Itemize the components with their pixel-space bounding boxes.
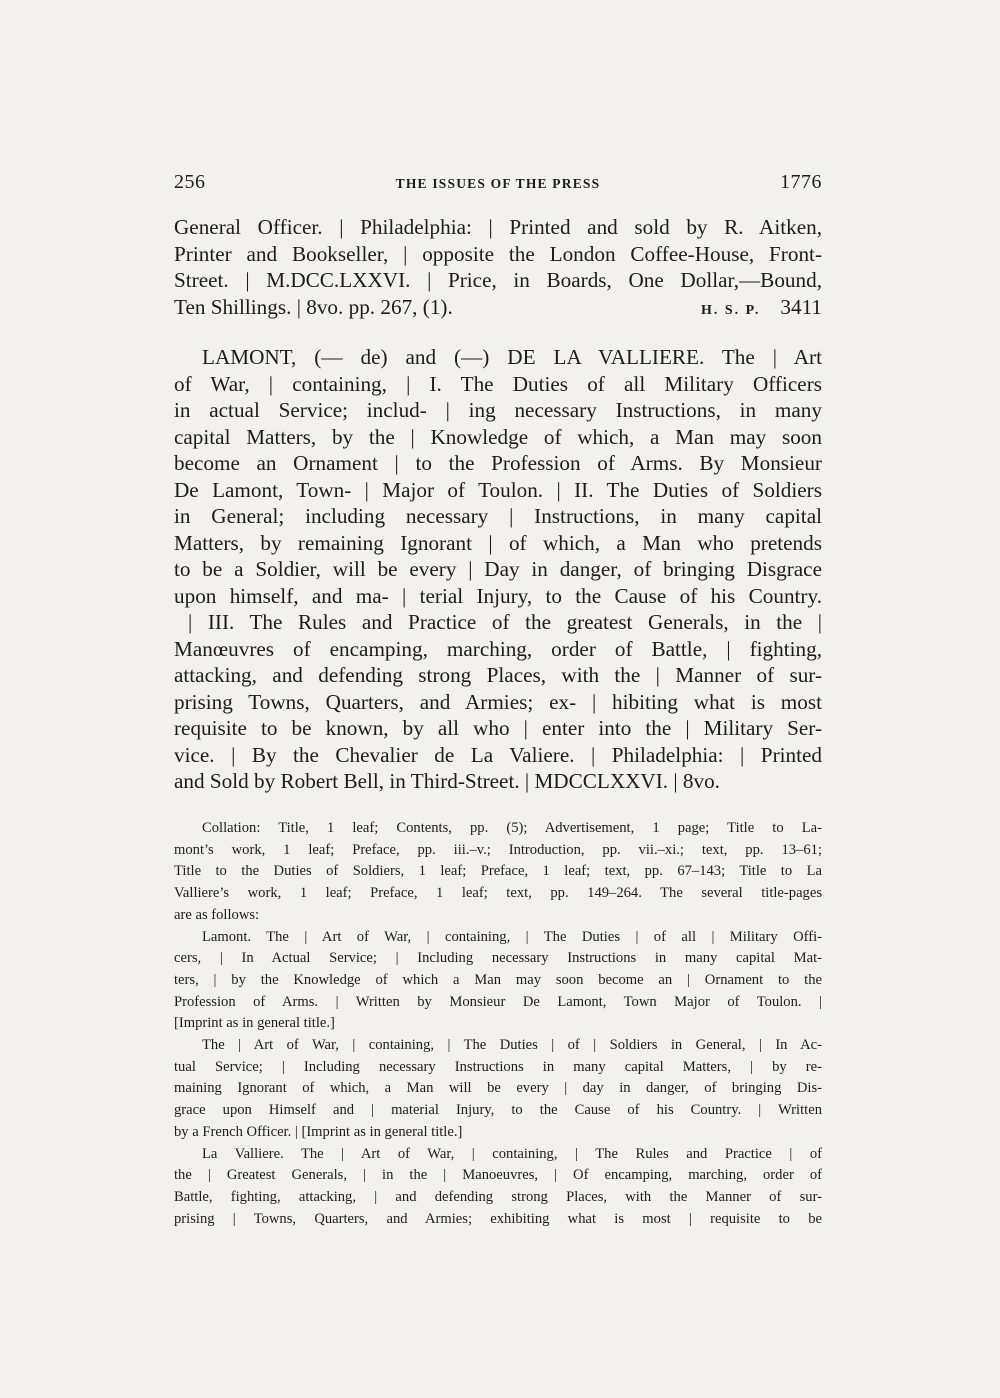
entry-number: 3411 (780, 294, 822, 319)
text-line: Ten Shillings. | 8vo. pp. 267, (1). (174, 294, 453, 319)
header-year: 1776 (780, 171, 822, 193)
entry-reference (701, 294, 822, 325)
text-line: upon himself, and ma- | terial Injury, to the Cause of his Country. (174, 583, 822, 608)
note-line: prising | Towns, Quarters, and Armies; exhibiting what is most | requisite to be (174, 1210, 822, 1227)
note-line: are as follows: (174, 906, 260, 923)
collation-notes (174, 818, 822, 1230)
text-line: Printer and Bookseller, | opposite the London Coffee-House, Front- (174, 241, 822, 266)
note-line: grace upon Himself and | material Injury, to the Cause of his Country. | Written (174, 1102, 822, 1119)
text-line: in General; including necessary | Instructions, in many capital (174, 504, 822, 528)
note-line: the | Greatest Generals, | in the | Manoeuvres, | Of encamping, marching, order of (174, 1167, 822, 1184)
text-line: capital Matters, by the | Knowledge of which, a Man may soon (174, 424, 822, 449)
text-line: attacking, and defending strong Places, with the | Manner of sur- (174, 663, 822, 687)
note-line: Profession of Arms. | Written by Monsieur De Lamont, Town Major of Toulon. | (174, 993, 822, 1010)
note-line: cers, | In Actual Service; | Including necessary Instructions in many capital Mat- (174, 950, 822, 967)
note-line: ters, | by the Knowledge of which a Man may soon become an | Ornament to the (174, 971, 822, 988)
page-header (174, 171, 822, 201)
text-line: of War, | containing, | I. The Duties of all Military Officers (174, 371, 822, 396)
text-line: vice. | By the Chevalier de La Valiere. | Philadelphia: | Printed (174, 742, 822, 767)
text-line: Manœuvres of encamping, marching, order of Battle, | fighting, (174, 636, 822, 661)
note-line: Battle, fighting, attacking, | and defending strong Places, with the Manner of sur- (174, 1188, 822, 1205)
page-number: 256 (174, 171, 206, 193)
note-line: La Valliere. The | Art of War, | containing, | The Rules and Practice | of (202, 1145, 822, 1162)
note-line: Valliere’s work, 1 leaf; Preface, 1 leaf; text, pp. 149–264. The several title-pages (174, 885, 822, 902)
text-line: De Lamont, Town- | Major of Toulon. | II. The Duties of Soldiers (174, 477, 822, 502)
text-line: | III. The Rules and Practice of the greatest Generals, in the | (188, 610, 822, 634)
note-line: [Imprint as in general title.] (174, 1015, 335, 1032)
text-line: requisite to be known, by all who | enter into the | Military Ser- (174, 716, 822, 740)
text-line: Matters, by remaining Ignorant | of which, a Man who pretends (174, 530, 822, 555)
text-line: to be a Soldier, will be every | Day in danger, of bringing Disgrace (174, 557, 822, 581)
text-line: become an Ornament | to the Profession of Arms. By Monsieur (174, 451, 822, 475)
text-line: Street. | M.DCC.LXXVI. | Price, in Boards, One Dollar,—Bound, (174, 268, 822, 292)
note-line: The | Art of War, | containing, | The Duties | of | Soldiers in General, | In Ac- (202, 1037, 822, 1054)
note-line: tual Service; | Including necessary Instructions in many capital Matters, | by re- (174, 1058, 822, 1075)
note-line: Lamont. The | Art of War, | containing, | The Duties | of all | Military Offi- (202, 928, 822, 945)
note-line: by a French Officer. | [Imprint as in general title.] (174, 1123, 463, 1140)
note-line: mont’s work, 1 leaf; Preface, pp. iii.–v.; Introduction, pp. vii.–xi.; text, pp. 13–61; (174, 841, 822, 858)
text-line: in actual Service; includ- | ing necessary Instructions, in many (174, 398, 822, 422)
text-line: LAMONT, (— de) and (—) DE LA VALLIERE. The | Art (202, 345, 822, 369)
note-line: Title to the Duties of Soldiers, 1 leaf; Preface, 1 leaf; text, pp. 67–143; Title to La (174, 863, 822, 880)
running-title: THE ISSUES OF THE PRESS (395, 176, 601, 191)
text-line: and Sold by Robert Bell, in Third-Street. | MDCCLXXVI. | 8vo. (174, 769, 720, 793)
note-line: maining Ignorant of which, a Man will be every | day in danger, of bringing Dis- (174, 1080, 822, 1097)
holding-library: H. S. P. (700, 302, 761, 318)
text-line: General Officer. | Philadelphia: | Printed and sold by R. Aitken, (174, 215, 822, 239)
entry-reference-line (174, 294, 822, 325)
entry-continuation (174, 214, 822, 324)
note-line: Collation: Title, 1 leaf; Contents, pp. (5); Advertisement, 1 page; Title to La- (202, 820, 822, 836)
entry-lamont (174, 344, 822, 795)
text-line: prising Towns, Quarters, and Armies; ex- | hibiting what is most (174, 689, 822, 714)
